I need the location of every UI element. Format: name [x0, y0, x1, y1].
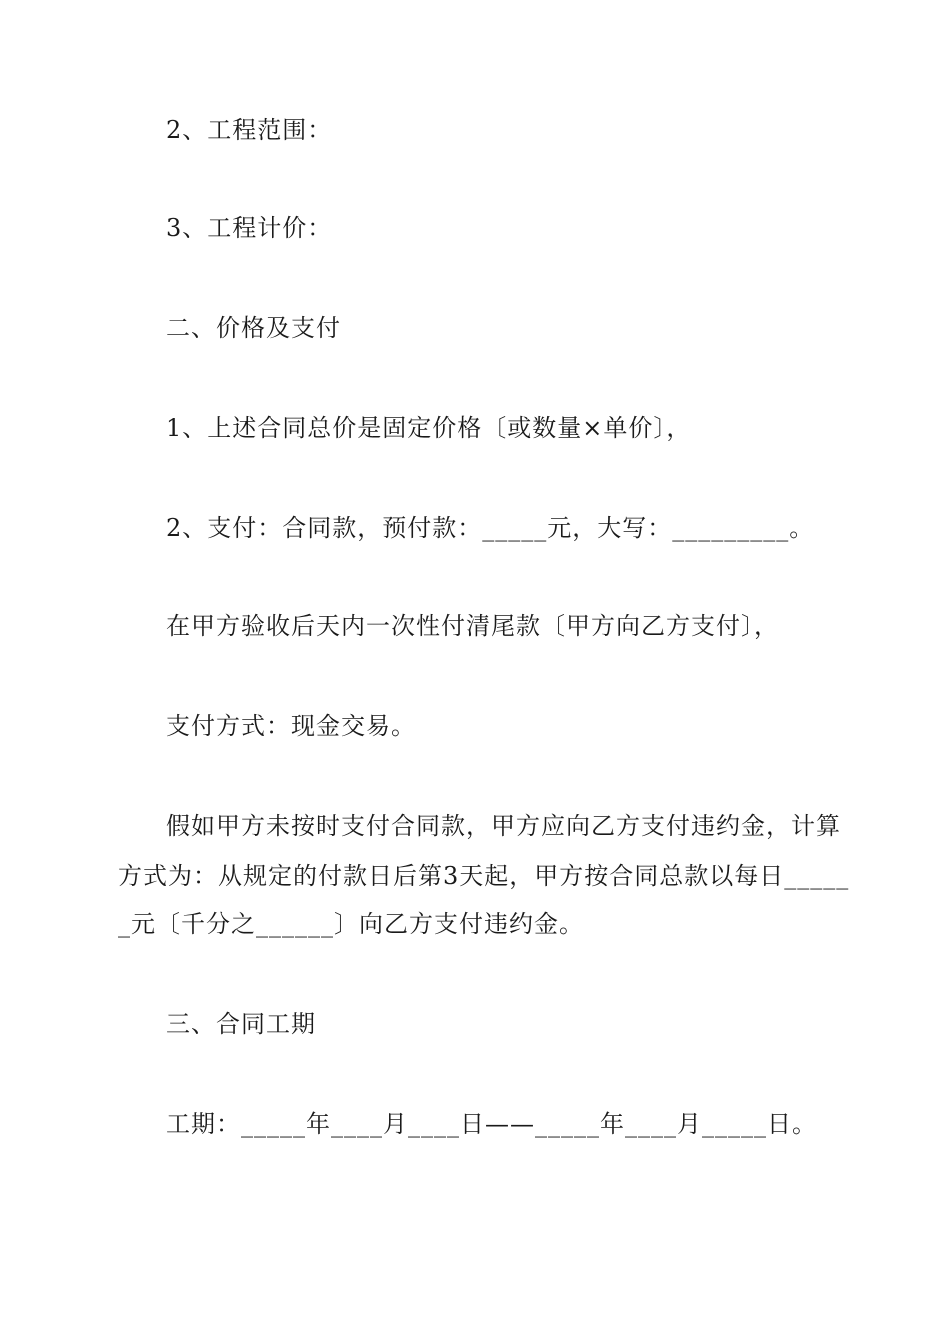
clause-penalty-line-1: 假如甲方未按时支付合同款，甲方应向乙方支付违约金，计算 [166, 812, 841, 840]
clause-fixed-price: 1、上述合同总价是固定价格〔或数量×单价〕， [166, 414, 692, 442]
clause-penalty-line-2: 方式为：从规定的付款日后第3天起，甲方按合同总款以每日_____ [118, 862, 850, 890]
section-heading-price-payment: 二、价格及支付 [166, 314, 341, 342]
clause-engineering-scope: 2、工程范围： [166, 116, 333, 144]
clause-contract-period: 工期：_____年____月____日——_____年____月_____日。 [166, 1110, 817, 1138]
clause-payment: 2、支付：合同款，预付款：_____元，大写：_________。 [166, 514, 815, 542]
section-heading-contract-period: 三、合同工期 [166, 1010, 316, 1038]
clause-payment-method: 支付方式：现金交易。 [166, 712, 416, 740]
clause-penalty-line-3: _元〔千分之______〕向乙方支付违约金。 [118, 910, 584, 938]
clause-final-payment: 在甲方验收后天内一次性付清尾款〔甲方向乙方支付〕， [166, 612, 779, 640]
clause-engineering-pricing: 3、工程计价： [166, 214, 333, 242]
